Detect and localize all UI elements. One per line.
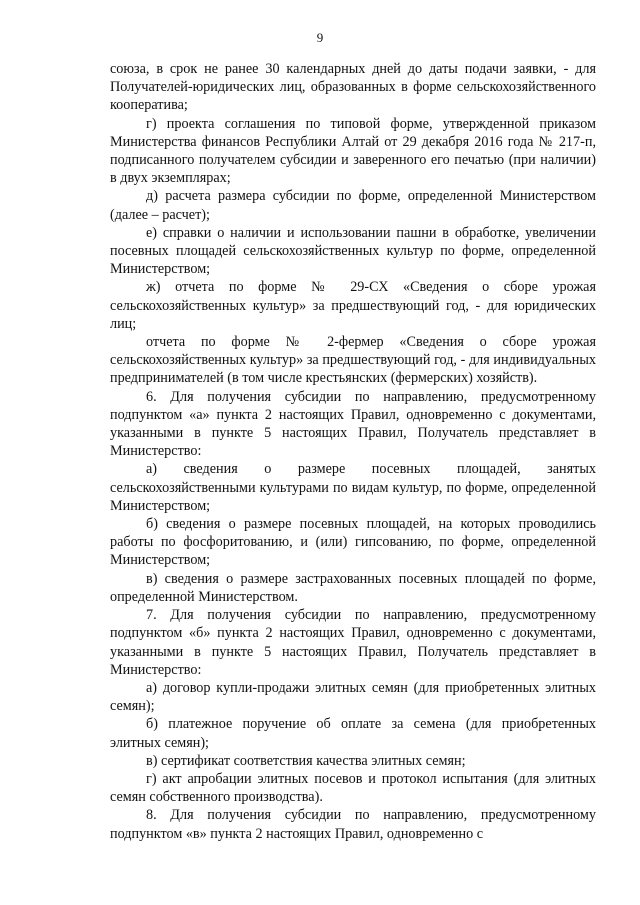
paragraph-item-e: е) справки о наличии и использовании пашни в обработке, увеличении посевных площадей сельскохозяйственных культур по форме, определенной Министерством; xyxy=(110,224,596,278)
paragraph-continuation: союза, в срок не ранее 30 календарных дней до даты подачи заявки, - для Получателей-юридических лиц, образованных в форме сельскохозяйственного кооператива; xyxy=(110,61,596,114)
paragraph-clause-8: 8. Для получения субсидии по направлению, предусмотренному подпунктом «в» пункта 2 настоящих Правил, одновременно с xyxy=(110,807,596,842)
paragraph-clause-7: 7. Для получения субсидии по направлению, предусмотренному подпунктом «б» пункта 2 настоящих Правил, одновременно с документами, указанными в пункте 5 настоящих Правил, Получатель представляет в Министерство: xyxy=(110,607,596,678)
document-body xyxy=(110,60,596,843)
paragraph-clause-6-b: б) сведения о размере посевных площадей, на которых проводились работы по фосфоритованию, и (или) гипсованию, по форме, определенной Министерством; xyxy=(110,516,596,569)
paragraph-clause-7-a: а) договор купли-продажи элитных семян (для приобретенных элитных семян); xyxy=(110,679,596,715)
paragraph-report-2-farmer: отчета по форме № 2-фермер «Сведения о сборе урожая сельскохозяйственных культур» за предшествующий год, - для индивидуальных предпринимателей (в том числе крестьянских (фермерских) хозяйств). xyxy=(110,334,596,387)
paragraph-item-zh: ж) отчета по форме № 29-СХ «Сведения о сборе урожая сельскохозяйственных культур» за предшествующий год, - для юридических лиц; xyxy=(110,279,596,332)
paragraph-item-g: г) проекта соглашения по типовой форме, утвержденной приказом Министерства финансов Республики Алтай от 29 декабря 2016 года № 217-п, подписанного получателем субсидии и заверенного его печатью (при наличии) в двух экземплярах; xyxy=(110,115,596,187)
paragraph-clause-7-b: б) платежное поручение об оплате за семена (для приобретенных элитных семян); xyxy=(110,716,596,751)
paragraph-clause-7-v: в) сертификат соответствия качества элитных семян; xyxy=(146,752,466,769)
paragraph-clause-6-a: а) сведения о размере посевных площадей, занятых сельскохозяйственными культурами по видам культур, по форме, определенной Министерством; xyxy=(110,461,596,514)
paragraph-clause-6-v: в) сведения о размере застрахованных посевных площадей по форме, определенной Министерством. xyxy=(110,570,596,605)
paragraph-clause-7-g: г) акт апробации элитных посевов и протокол испытания (для элитных семян собственного производства). xyxy=(110,770,596,806)
paragraph-clause-6: 6. Для получения субсидии по направлению, предусмотренному подпунктом «а» пункта 2 настоящих Правил, одновременно с документами, указанными в пункте 5 настоящих Правил, Получатель представляет в Министерство: xyxy=(110,388,596,460)
paragraph-item-d: д) расчета размера субсидии по форме, определенной Министерством (далее – расчет); xyxy=(110,188,596,223)
page-number: 9 xyxy=(316,30,324,45)
